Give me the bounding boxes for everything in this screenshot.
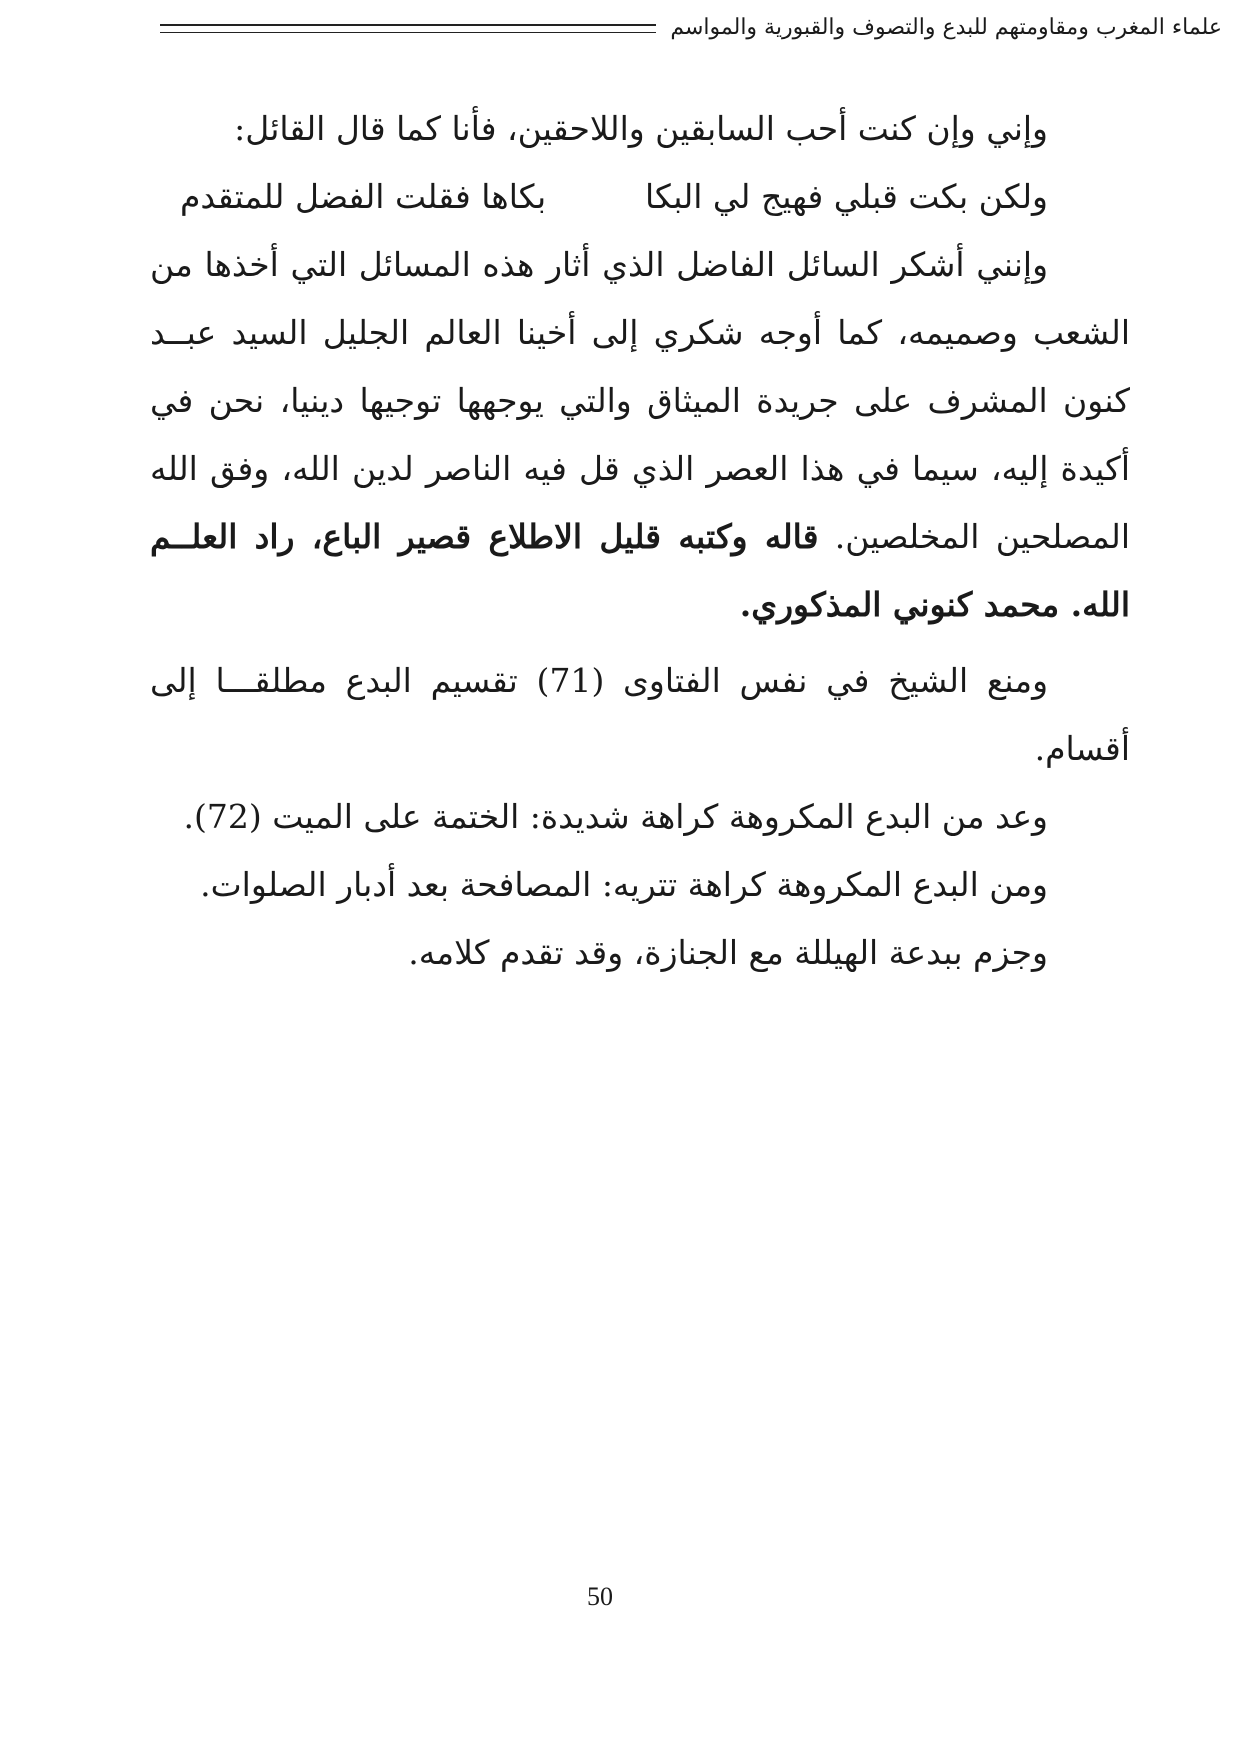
signature-line: الله. محمد كنوني المذكوري.	[739, 585, 1130, 624]
paragraph-text: المصلحين المخلصين.	[818, 517, 1130, 556]
signature-text: قاله وكتبه قليل الاطلاع قصير الباع، راد العلــم	[150, 517, 819, 556]
verse-second-hemistich: بكاها فقلت الفضل للمتقدم	[180, 177, 547, 216]
paragraph-line: ومنع الشيخ في نفس الفتاوى (71) تقسيم البدع مطلقـــا إلى	[150, 661, 1048, 700]
paragraph-line: وإنني أشكر السائل الفاضل الذي أثار هذه المسائل التي أخذها من	[150, 245, 1048, 284]
header-title: علماء المغرب ومقاومتهم للبدع والتصوف والقبورية والمواسم	[670, 15, 1222, 40]
paragraph-line: كنون المشرف على جريدة الميثاق والتي يوجهها توجيها دينيا، نحن في	[150, 381, 1130, 420]
body-text	[150, 95, 1130, 987]
paragraph-line: وجزم ببدعة الهيللة مع الجنازة، وقد تقدم كلامه.	[408, 933, 1048, 972]
paragraph-line: وإني وإن كنت أحب السابقين واللاحقين، فأنا كما قال القائل:	[234, 109, 1048, 148]
paragraph-line	[150, 503, 1130, 571]
paragraph-line: ومن البدع المكروهة كراهة تتريه: المصافحة بعد أدبار الصلوات.	[200, 865, 1048, 904]
paragraph-line: أقسام.	[1034, 729, 1130, 768]
verse-first-hemistich: ولكن بكت قبلي فهيج لي البكا	[644, 177, 1048, 216]
header-rule	[160, 24, 656, 33]
page-number: 50	[587, 1582, 613, 1611]
paragraph-line: وعد من البدع المكروهة كراهة شديدة: الختمة على الميت (72).	[183, 797, 1048, 836]
poem-verse	[150, 163, 1130, 231]
running-header	[160, 8, 1222, 48]
paragraph-line: أكيدة إليه، سيما في هذا العصر الذي قل فيه الناصر لدين الله، وفق الله	[150, 449, 1130, 488]
paragraph-line: الشعب وصميمه، كما أوجه شكري إلى أخينا العالم الجليل السيد عبــد	[150, 313, 1130, 352]
